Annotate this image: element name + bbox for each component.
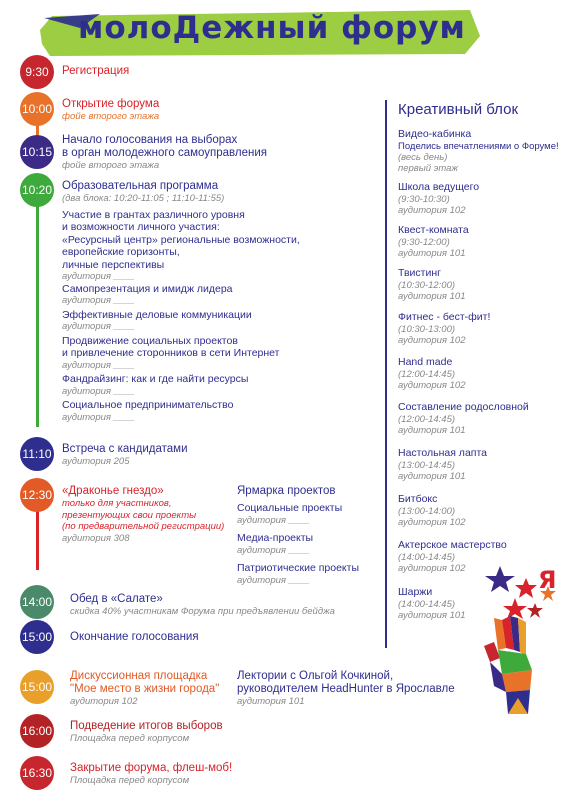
topic-title: Фандрайзинг: как и где найти ресурсы — [62, 373, 249, 385]
event-note: презентующих свои проекты — [62, 509, 197, 521]
lecture-room: аудитория 101 — [237, 696, 305, 707]
creative-item-title: Настольная лапта — [398, 447, 487, 459]
topic-title: Эффективные деловые коммуникации — [62, 308, 252, 321]
creative-item-room: первый этаж — [398, 162, 458, 174]
event-title: "Мое место в жизни города" — [70, 683, 220, 695]
event-note: (по предварительной регистрации) — [62, 521, 225, 532]
timeline-line-red — [36, 508, 39, 570]
event-title: в орган молодежного самоуправления — [62, 147, 268, 159]
creative-item-room: аудитория 102 — [398, 334, 466, 346]
topic-title: Самопрезентация и имидж лидера — [62, 282, 233, 295]
fair-item: Медиа-проекты — [237, 532, 314, 544]
creative-item-room: аудитория 102 — [398, 204, 466, 216]
topic-title: личные перспективы — [62, 258, 165, 271]
creative-item-room: аудитория 102 — [398, 562, 466, 574]
creative-item-title: Битбокс — [398, 493, 438, 505]
topic-title: Социальное предпринимательство — [62, 399, 234, 411]
topic-title: европейские горизонты, — [62, 246, 180, 258]
time-badge: 15:00 — [20, 670, 54, 704]
event-location: Площадка перед корпусом — [70, 733, 190, 744]
fair-item: Патриотические проекты — [237, 562, 360, 574]
creative-item-time: (9:30-10:30) — [398, 193, 450, 205]
event-title: «Драконье гнездо» — [62, 485, 164, 497]
creative-item-room: аудитория 102 — [398, 516, 466, 528]
event-note: скидка 40% участникам Форума при предъявлении бейджа — [70, 606, 335, 617]
event-title: Регистрация — [62, 65, 130, 77]
logo-letter: Я — [538, 566, 557, 594]
event-location: аудитория 308 — [62, 532, 130, 544]
topic-room: аудитория ____ — [62, 271, 135, 282]
time-badge: 10:15 — [20, 135, 54, 169]
creative-item-room: аудитория 102 — [398, 379, 466, 391]
creative-item-room: аудитория 101 — [398, 609, 466, 621]
topic-title: «Ресурсный центр» региональные возможности, — [62, 233, 300, 246]
event-location: фойе второго этажа — [62, 160, 160, 171]
creative-item-title: Шаржи — [398, 586, 433, 598]
event-title: Обед в «Салате» — [70, 593, 163, 605]
topic-room: аудитория ____ — [62, 359, 135, 371]
topic-room: аудитория ____ — [62, 321, 135, 332]
event-title: Подведение итогов выборов — [70, 720, 223, 732]
time-badge: 16:30 — [20, 756, 54, 790]
topic-room: аудитория ____ — [62, 411, 135, 423]
creative-item-title: Hand made — [398, 356, 453, 368]
topic-title: и возможности личного участия: — [62, 221, 220, 233]
creative-item-time: (10:30-13:00) — [398, 323, 456, 335]
event-title: Образовательная программа — [62, 180, 219, 192]
creative-item-time: (13:00-14:45) — [398, 459, 456, 471]
fair-room: аудитория ____ — [237, 574, 310, 586]
event-location: Площадка перед корпусом — [70, 775, 190, 786]
lecture-title: Лектории с Ольгой Кочкиной, — [237, 670, 394, 682]
event-title: Открытие форума — [62, 98, 160, 110]
creative-item-title: Школа ведущего — [398, 181, 480, 193]
fair-room: аудитория ____ — [237, 544, 310, 556]
creative-item-title: Твистинг — [398, 267, 441, 279]
creative-item-title: Фитнес - бест-фит! — [398, 311, 491, 323]
creative-item-title: Актерское мастерство — [398, 539, 507, 551]
creative-item-time: (12:00-14:45) — [398, 413, 456, 425]
creative-item-room: аудитория 101 — [398, 290, 466, 302]
creative-divider — [385, 100, 387, 648]
time-badge: 9:30 — [20, 55, 54, 89]
event-location: аудитория 205 — [62, 456, 130, 467]
time-badge: 16:00 — [20, 714, 54, 748]
creative-item-time: (весь день) — [398, 151, 448, 163]
time-badge: 10:00 — [20, 92, 54, 126]
event-title: Встреча с кандидатами — [62, 443, 188, 455]
creative-item-title: Видео-кабинка — [398, 128, 472, 140]
creative-item-title: Составление родословной — [398, 401, 529, 413]
page-title: молоДежный форум — [78, 10, 466, 46]
fair-room: аудитория ____ — [237, 514, 310, 526]
creative-item-room: аудитория 101 — [398, 424, 466, 436]
time-badge: 15:00 — [20, 620, 54, 654]
lecture-title: руководителем HeadHunter в Ярославле — [237, 683, 455, 695]
creative-item-subtitle: Поделись впечатлениями о Форуме! — [398, 140, 559, 152]
event-title: Закрытие форума, флеш-моб! — [70, 762, 233, 774]
timeline-line-green — [36, 205, 39, 427]
time-badge: 10:20 — [20, 173, 54, 207]
creative-item-time: (13:00-14:00) — [398, 505, 456, 517]
time-badge: 14:00 — [20, 585, 54, 619]
time-badge: 12:30 — [20, 478, 54, 512]
creative-item-room: аудитория 101 — [398, 470, 466, 482]
creative-title: Креативный блок — [398, 101, 519, 118]
creative-item-time: (14:00-14:45) — [398, 551, 456, 563]
creative-item-room: аудитория 101 — [398, 247, 466, 259]
timeline-line-orange — [36, 125, 39, 135]
event-title: Окончание голосования — [70, 631, 199, 643]
creative-item-time: (9:30-12:00) — [398, 236, 450, 248]
topic-title: Участие в грантах различного уровня — [62, 208, 245, 221]
topic-room: аудитория ____ — [62, 385, 135, 397]
topic-title: и привлечение сторонников в сети Интернет — [62, 347, 280, 359]
topic-title: Продвижение социальных проектов — [62, 334, 238, 347]
creative-item-time: (10:30-12:00) — [398, 279, 456, 291]
event-note: только для участников, — [62, 498, 172, 509]
creative-item-title: Квест-комната — [398, 224, 469, 236]
creative-item-time: (12:00-14:45) — [398, 368, 456, 380]
time-badge: 11:10 — [20, 437, 54, 471]
event-title: Дискуссионная площадка — [70, 670, 208, 682]
event-title: Начало голосования на выборах — [62, 134, 238, 146]
event-location: аудитория 102 — [70, 696, 138, 707]
creative-item-time: (14:00-14:45) — [398, 598, 456, 610]
fair-item: Социальные проекты — [237, 502, 343, 514]
topic-room: аудитория ____ — [62, 295, 135, 306]
event-blocks: (два блока: 10:20-11:05 ; 11:10-11:55) — [62, 193, 225, 204]
event-location: фойе второго этажа — [62, 111, 160, 122]
fair-title: Ярмарка проектов — [237, 485, 336, 497]
